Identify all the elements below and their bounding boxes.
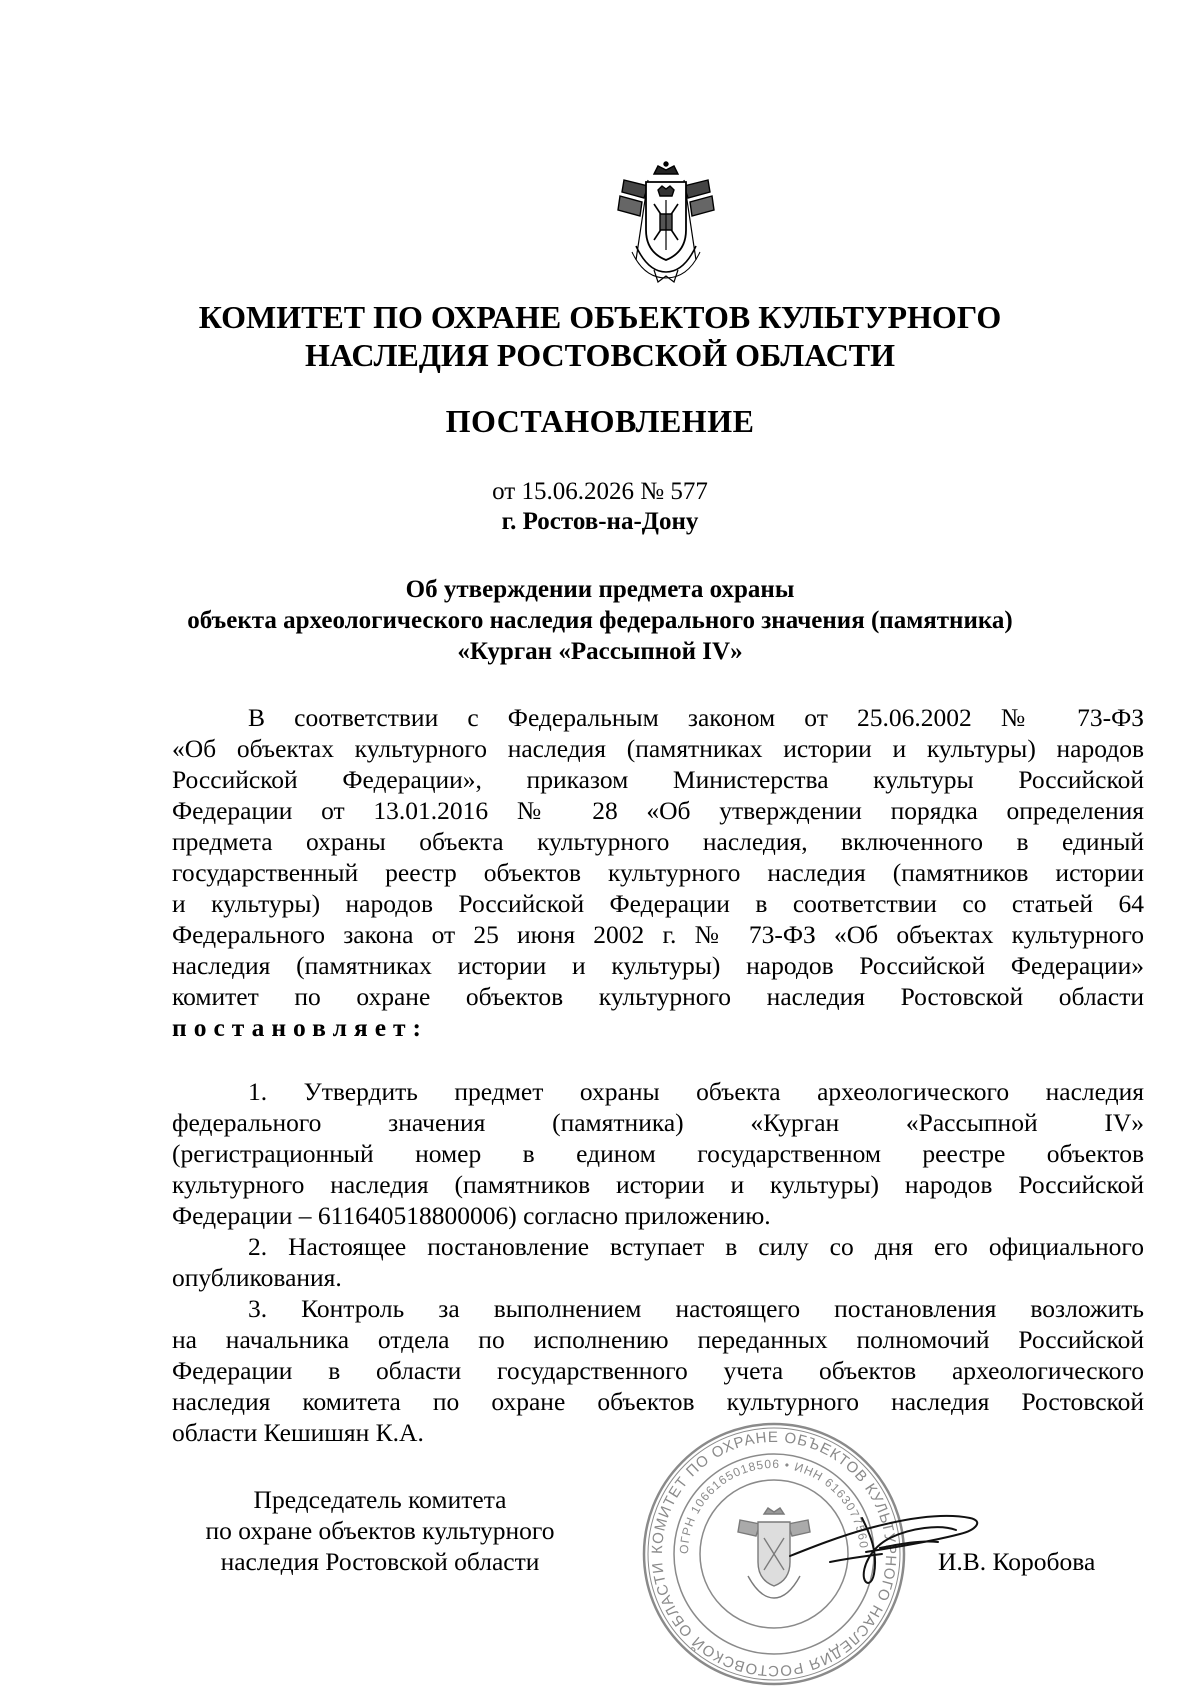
resolution-items xyxy=(172,1076,1144,1448)
signer-position xyxy=(170,1484,590,1577)
item-line: на начальника отдела по исполнению переданных полномочий Российской xyxy=(172,1325,1144,1354)
item-line: Федерации – 611640518800006) согласно приложению. xyxy=(172,1201,771,1230)
item-line: наследия комитета по охране объектов культурного наследия Ростовской xyxy=(172,1387,1144,1416)
committee-name-line2: НАСЛЕДИЯ РОСТОВСКОЙ ОБЛАСТИ xyxy=(304,337,896,373)
document-subject xyxy=(0,574,1200,667)
item-line: области Кешишян К.А. xyxy=(172,1418,424,1447)
resolves-keyword: постановляет: xyxy=(172,1013,429,1042)
preamble-paragraph xyxy=(172,702,1144,1043)
seal-outer-text: КОМИТЕТ ПО ОХРАНЕ ОБЪЕКТОВ КУЛЬТУРНОГО НАСЛЕДИЯ РОСТОВСКОЙ ОБЛАСТИ xyxy=(648,1428,900,1680)
seal-inner-text: ОГРН 1066165018506 • ИНН 6163077560 xyxy=(676,1456,871,1555)
preamble-line: В соответствии с Федеральным законом от 25.06.2002 № 73-ФЗ xyxy=(248,703,1144,732)
item-2 xyxy=(172,1231,1144,1293)
preamble-line: комитет по охране объектов культурного наследия Ростовской области xyxy=(172,982,1144,1011)
item-line: 3. Контроль за выполнением настоящего постановления возложить xyxy=(248,1294,1144,1323)
preamble-line: Федерального закона от 25 июня 2002 г. № 73-ФЗ «Об объектах культурного xyxy=(172,920,1144,949)
signer-position-line1: Председатель комитета xyxy=(253,1485,507,1514)
preamble-line: и культуры) народов Российской Федерации в соответствии со статьей 64 xyxy=(172,889,1144,918)
item-line: (регистрационный номер в едином государственном реестре объектов xyxy=(172,1139,1144,1168)
document-city: г. Ростов-на-Дону xyxy=(501,508,699,535)
signer-position-line2: по охране объектов культурного xyxy=(205,1516,555,1545)
signer-name: И.В. Коробова xyxy=(938,1547,1096,1576)
handwritten-signature-icon xyxy=(770,1478,1000,1598)
item-line: федерального значения (памятника) «Курган «Рассыпной IV» xyxy=(172,1108,1144,1137)
subject-line1: Об утверждении предмета охраны xyxy=(405,576,795,603)
committee-name xyxy=(0,298,1200,374)
item-line: культурного наследия (памятников истории и культуры) народов Российской xyxy=(172,1170,1144,1199)
preamble-line: предмета охраны объекта культурного наследия, включенного в единый xyxy=(172,827,1144,856)
item-line: Федерации в области государственного учета объектов археологического xyxy=(172,1356,1144,1385)
document-date-number: от 15.06.2026 № 577 xyxy=(492,478,708,505)
committee-name-line1: КОМИТЕТ ПО ОХРАНЕ ОБЪЕКТОВ КУЛЬТУРНОГО xyxy=(198,299,1002,335)
preamble-line: Российской Федерации», приказом Министерства культуры Российской xyxy=(172,765,1144,794)
document-type: ПОСТАНОВЛЕНИЕ xyxy=(445,403,755,439)
coat-of-arms-icon xyxy=(614,160,718,284)
preamble-line: наследия (памятниках истории и культуры) народов Российской Федерации» xyxy=(172,951,1144,980)
signer-position-line3: наследия Ростовской области xyxy=(220,1547,540,1576)
preamble-line: Федерации от 13.01.2016 № 28 «Об утверждении порядка определения xyxy=(172,796,1144,825)
item-line: 1. Утвердить предмет охраны объекта археологического наследия xyxy=(248,1077,1144,1106)
preamble-line: «Об объектах культурного наследия (памятниках истории и культуры) народов xyxy=(172,734,1144,763)
subject-line2: объекта археологического наследия федерального значения (памятника) xyxy=(187,607,1013,634)
subject-line3: «Курган «Рассыпной IV» xyxy=(457,638,743,665)
preamble-line: государственный реестр объектов культурного наследия (памятников истории xyxy=(172,858,1144,887)
item-line: опубликования. xyxy=(172,1263,342,1292)
item-line: 2. Настоящее постановление вступает в силу со дня его официального xyxy=(248,1232,1144,1261)
item-1 xyxy=(172,1076,1144,1231)
